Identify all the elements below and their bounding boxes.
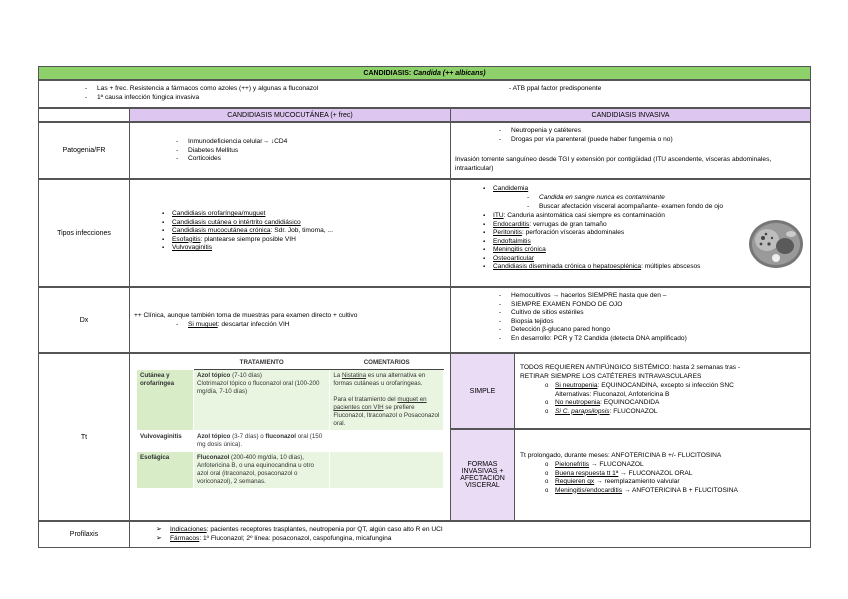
- patogenia-inv-text: Invasión torrente sanguíneo desde TGI y extensión por contigüidad (ITU ascendente, vísceras abdominales, intraarticular): [455, 156, 772, 172]
- tipos-inv-candidemia: ▪ Candidemia: [493, 185, 528, 194]
- tipos-muco-1: ▪ Candidiasis orofaríngea/muguet: [172, 210, 333, 219]
- tipos-invasiva: [450, 179, 811, 287]
- tipos-inv-1: ▪ ITU: Canduria asintomática casi siempre es contaminación: [493, 212, 700, 221]
- tt-simple-head-1: TODOS REQUIEREN ANTIFÚNGICO SISTÉMICO: hasta 2 semanas tras -: [520, 364, 741, 371]
- tt-simple-item-4: o Si C. parapsilopsis: FLUCONAZOL: [555, 408, 734, 417]
- patogenia-muco-1: - Inmunodeficiencia celular→ ↓CD4: [188, 138, 287, 147]
- intro-row: [38, 80, 811, 108]
- row-label-patogenia: Patogenia/FR: [38, 122, 130, 179]
- title-italic: Candida (++ albicans): [413, 69, 486, 77]
- tipos-muco-4: ▪ Esofagitis: plantearse siempre posible VIH: [172, 236, 333, 245]
- intro-line-2: - 1ª causa infección fúngica invasiva: [97, 94, 318, 103]
- tt-muco-table-cell: [129, 353, 451, 521]
- tt-treat-3: Fluconazol (200-400 mg/día, 10 días), Anfotericina B, o una equinocandina u otro azol oral (itraconazol, posaconazol o voriconazol), 2 semanas.: [194, 452, 330, 489]
- dx-inv-4: - Biopsia tejidos: [511, 318, 687, 327]
- dx-inv-3: - Cultivo de sitios estériles: [511, 309, 687, 318]
- tt-table-header-comments: COMENTARIOS: [330, 357, 444, 370]
- tt-invasive-item-2: o Buena respuesta tt 1ª → FLUCONAZOL ORAL: [555, 470, 738, 479]
- tipos-muco-3: ▪ Candidiasis mucocutánea crónica: Sdr. Job, timoma, ...: [172, 227, 333, 236]
- tipos-muco-2: ▪ Candidiasis cutánea o intértrito candidiásico: [172, 219, 333, 228]
- tipos-inv-4: ▪ Endoftalmitis: [493, 238, 700, 247]
- tipos-inv-5: ▪ Meningitis crónica: [493, 246, 700, 255]
- tt-simple-item-2: Alternativas: Fluconazol, Anfotericina B: [555, 390, 670, 398]
- patogenia-muco-2: - Diabetes Mellitus: [188, 147, 287, 156]
- tt-comment-2: [330, 431, 444, 452]
- tt-invasive-item-4: o Meningitis/endocarditis → ANFOTERICINA B + FLUCITOSINA: [555, 487, 738, 496]
- column-header-muco: CANDIDIASIS MUCOCUTÁNEA (+ frec): [129, 108, 451, 122]
- tt-simple-head-2: RETIRAR SIEMPRE LOS CATÉTERES INTRAVASCULARES: [520, 372, 702, 380]
- tt-comment-1: La Nistatina es una alternativa en formas cutáneas u orofaríngeas. Para el tratamiento del muguet en pacientes con VIH se prefiere Fluconazol, Itraconazol o Posaconazol oral.: [330, 370, 444, 431]
- dx-muco-sub: - Si muguet: descartar infección VIH: [188, 321, 290, 330]
- tt-muco-table: [136, 356, 444, 489]
- patogenia-muco: [129, 122, 451, 179]
- tt-simple-content: [514, 353, 811, 429]
- dx-inv-6: - En desarrollo: PCR y T2 Candida (detecta DNA amplificado): [511, 335, 687, 344]
- tt-invasive-head: Tt prolongado, durante meses: ANFOTERICINA B +/- FLUCITOSINA: [520, 452, 722, 459]
- profilaxis-item-2: ➢ Fármacos: 1º Fluconazol; 2º línea: posaconazol, caspofungina, micafungina: [170, 535, 443, 544]
- dx-invasiva: [450, 287, 811, 353]
- tipos-inv-7: ▪ Candidiasis diseminada crónica o hepatoesplénica: múltiples abscesos: [493, 263, 700, 272]
- title-prefix: CANDIDIASIS:: [363, 69, 412, 77]
- tt-simple-item-3: o No neutropenia: EQUINOCANDIDA: [555, 399, 734, 408]
- tipos-muco: [129, 179, 451, 287]
- patogenia-inv-1: - Neutropenia y catéteres: [511, 127, 673, 136]
- tt-comment-3: [330, 452, 444, 489]
- column-header-invasiva: CANDIDIASIS INVASIVA: [450, 108, 811, 122]
- tt-invasive-item-3: o Requieren qx → reemplazamiento valvular: [555, 478, 738, 487]
- tipos-inv-candidemia-sub-2: - Buscar afectación visceral acompañante- examen fondo de ojo: [539, 203, 723, 212]
- tipos-muco-5: ▪ Vulvovaginitis: [172, 244, 333, 253]
- intro-line-1: - Las + frec. Resistencia a fármacos como azoles (++) y algunas a fluconazol: [97, 85, 318, 94]
- tipos-inv-candidemia-sub-1: - Candida en sangre nunca es contaminante: [539, 194, 723, 203]
- row-label-tipos: Tipos infecciones: [38, 179, 130, 287]
- profilaxis-content: [129, 521, 811, 548]
- tt-type-2: Vulvovaginitis: [137, 431, 194, 452]
- dx-inv-1: - Hemocultivos → hacerlos SIEMPRE hasta que den –: [511, 292, 687, 301]
- tipos-inv-6: ▪ Osteoarticular: [493, 255, 700, 264]
- tt-treat-1: Azol tópico (7-10 días) Clotrimazol tópico o fluconazol oral (100-200 mg/día, 7-10 días): [194, 370, 330, 431]
- tt-table-header-treatment: TRATAMIENTO: [194, 357, 330, 370]
- row-label-profilaxis: Profilaxis: [38, 521, 130, 548]
- tipos-inv-2: ▪ Endocarditis: verrugas de gran tamaño: [493, 221, 700, 230]
- tt-invasive-label: FORMAS INVASIVAS + AFECTACIÓN VISCERAL: [450, 429, 515, 521]
- tt-simple-item-1: o Si neutropenia: EQUINOCANDINA, excepto si infección SNC: [555, 382, 734, 391]
- patogenia-muco-3: - Corticoides: [188, 155, 287, 164]
- tt-treat-2: Azol tópico (3-7 días) o fluconazol oral (150 mg dosis única).: [194, 431, 330, 452]
- tt-simple-label: SIMPLE: [450, 353, 515, 429]
- column-header-blank: [38, 108, 130, 122]
- dx-inv-2: - SIEMPRE EXAMEN FONDO DE OJO: [511, 301, 687, 310]
- liver-abscess-ct-image: [747, 218, 805, 270]
- patogenia-invasiva: [450, 122, 811, 179]
- tipos-inv-3: ▪ Peritonitis: perforación vísceras abdominales: [493, 229, 700, 238]
- row-label-tt: Tt: [38, 353, 130, 521]
- tt-type-3: Esofágica: [137, 452, 194, 489]
- title-bar: [38, 66, 811, 80]
- row-label-dx: Dx: [38, 287, 130, 353]
- intro-right: - ATB ppal factor predisponente: [509, 85, 602, 92]
- tt-type-1: Cutánea y orofaríngea: [137, 370, 194, 431]
- dx-inv-5: - Detección β-glucano pared hongo: [511, 326, 687, 335]
- tt-invasive-item-1: o Pielonefritis → FLUCONAZOL: [555, 461, 738, 470]
- patogenia-inv-2: - Drogas por vía parenteral (puede haber fungemia o no): [511, 136, 673, 145]
- profilaxis-item-1: ➢ Indicaciones: pacientes receptores trasplantes, neutropenia por QT, algún caso alto R en UCI: [170, 526, 443, 535]
- dx-muco: [129, 287, 451, 353]
- tt-invasive-content: [514, 429, 811, 521]
- dx-muco-main: ++ Clínica, aunque también toma de muestras para examen directo + cultivo: [134, 312, 358, 319]
